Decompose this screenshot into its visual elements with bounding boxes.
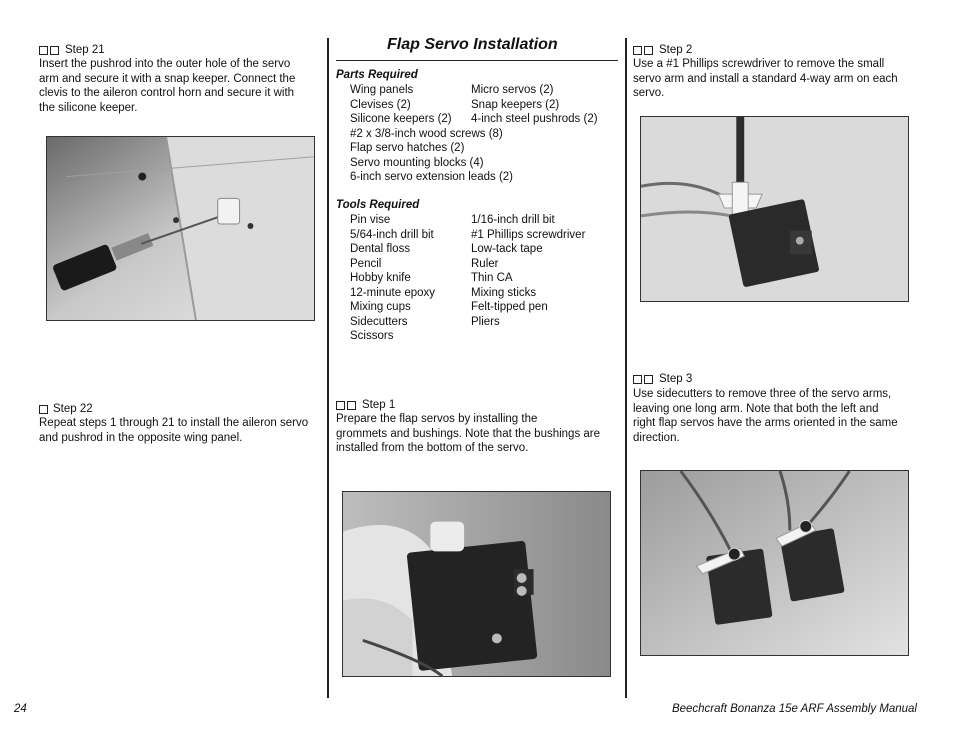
step2-heading <box>633 43 692 57</box>
step3-text <box>633 387 918 445</box>
tools-item: 12-minute epoxy <box>350 286 436 299</box>
text-line: right flap servos have the arms oriented in the same <box>633 417 898 430</box>
checkbox-icon[interactable] <box>633 375 642 384</box>
step21-label: Step 21 <box>65 44 105 56</box>
text-line: clevis to the aileron control horn and secure it with <box>39 87 295 100</box>
column-divider <box>625 38 627 698</box>
tools-item: Mixing cups <box>350 301 411 313</box>
text-line: servo arm and install a standard 4-way arm on each <box>633 72 898 85</box>
tools-item: Dental floss <box>350 243 411 255</box>
checkbox-icon[interactable] <box>347 401 356 410</box>
manual-title: Beechcraft Bonanza 15e ARF Assembly Manual <box>671 703 917 715</box>
checkbox-icon[interactable] <box>50 46 59 55</box>
checkbox-icon[interactable] <box>39 405 48 414</box>
step22-label: Step 22 <box>53 403 93 415</box>
tools-item: 1/16-inch drill bit <box>471 214 555 226</box>
step1-label: Step 1 <box>362 399 396 411</box>
parts-item: Micro servos (2) <box>471 84 554 96</box>
step3-heading <box>633 372 692 386</box>
page-number: 24 <box>14 703 27 715</box>
text-line: direction. <box>633 431 680 444</box>
tools-item: Pencil <box>350 257 382 270</box>
photo-servo-grommets <box>342 491 611 677</box>
text-line: leaving one long arm. Note that both the left and <box>633 402 879 415</box>
photo-two-servos <box>640 470 909 656</box>
step21-heading <box>39 43 105 57</box>
tools-item: Pin vise <box>350 214 391 226</box>
checkbox-icon[interactable] <box>39 46 48 55</box>
checkbox-icon[interactable] <box>644 375 653 384</box>
parts-heading: Parts Required <box>336 69 418 81</box>
parts-item: Silicone keepers (2) <box>350 113 452 125</box>
column-divider <box>327 38 329 698</box>
text-line: servo. <box>633 87 665 100</box>
checkbox-icon[interactable] <box>644 46 653 55</box>
parts-item: #2 x 3/8-inch wood screws (8) <box>350 127 503 140</box>
step22-heading <box>39 402 93 416</box>
tools-item: Pliers <box>471 315 500 328</box>
parts-item: 4-inch steel pushrods (2) <box>471 113 598 125</box>
photo-aileron-pushrod <box>46 136 315 321</box>
tools-item: 5/64-inch drill bit <box>350 228 434 241</box>
parts-item: 6-inch servo extension leads (2) <box>350 171 513 183</box>
tools-item: Scissors <box>350 330 394 342</box>
step2-text <box>633 57 918 101</box>
tools-item: Sidecutters <box>350 315 408 328</box>
title-rule <box>336 60 618 61</box>
step21-text <box>39 57 319 115</box>
tools-item: Mixing sticks <box>471 286 537 299</box>
text-line: Prepare the flap servos by installing the <box>336 413 538 425</box>
text-line: Use a #1 Phillips screwdriver to remove the small <box>633 58 885 70</box>
parts-item: Flap servo hatches (2) <box>350 142 465 154</box>
parts-item: Wing panels <box>350 84 414 96</box>
checkbox-icon[interactable] <box>336 401 345 410</box>
tools-item: Thin CA <box>471 272 513 284</box>
tools-item: Felt-tipped pen <box>471 301 548 313</box>
step3-label: Step 3 <box>659 373 693 385</box>
parts-item: Clevises (2) <box>350 98 411 111</box>
checkbox-icon[interactable] <box>633 46 642 55</box>
text-line: installed from the bottom of the servo. <box>336 442 529 455</box>
parts-item: Servo mounting blocks (4) <box>350 156 484 169</box>
text-line: Insert the pushrod into the outer hole of the servo <box>39 58 291 70</box>
section-title: Flap Servo Installation <box>387 36 558 53</box>
step1-text <box>336 412 621 456</box>
text-line: Use sidecutters to remove three of the servo arms, <box>633 388 892 400</box>
text-line: arm and secure it with a snap keeper. Connect the <box>39 72 296 85</box>
text-line: grommets and bushings. Note that the bushings are <box>336 427 601 440</box>
text-line: Repeat steps 1 through 21 to install the aileron servo <box>39 417 309 429</box>
photo-phillips-screwdriver <box>640 116 909 302</box>
tools-item: Hobby knife <box>350 272 411 284</box>
tools-item: Low-tack tape <box>471 243 543 255</box>
step2-label: Step 2 <box>659 44 693 56</box>
parts-item: Snap keepers (2) <box>471 98 560 111</box>
text-line: and pushrod in the opposite wing panel. <box>39 431 243 444</box>
step1-heading <box>336 398 395 412</box>
tools-heading: Tools Required <box>336 199 420 211</box>
tools-item: #1 Phillips screwdriver <box>471 228 586 241</box>
text-line: the silicone keeper. <box>39 101 138 114</box>
step22-text <box>39 416 324 445</box>
tools-item: Ruler <box>471 257 499 270</box>
